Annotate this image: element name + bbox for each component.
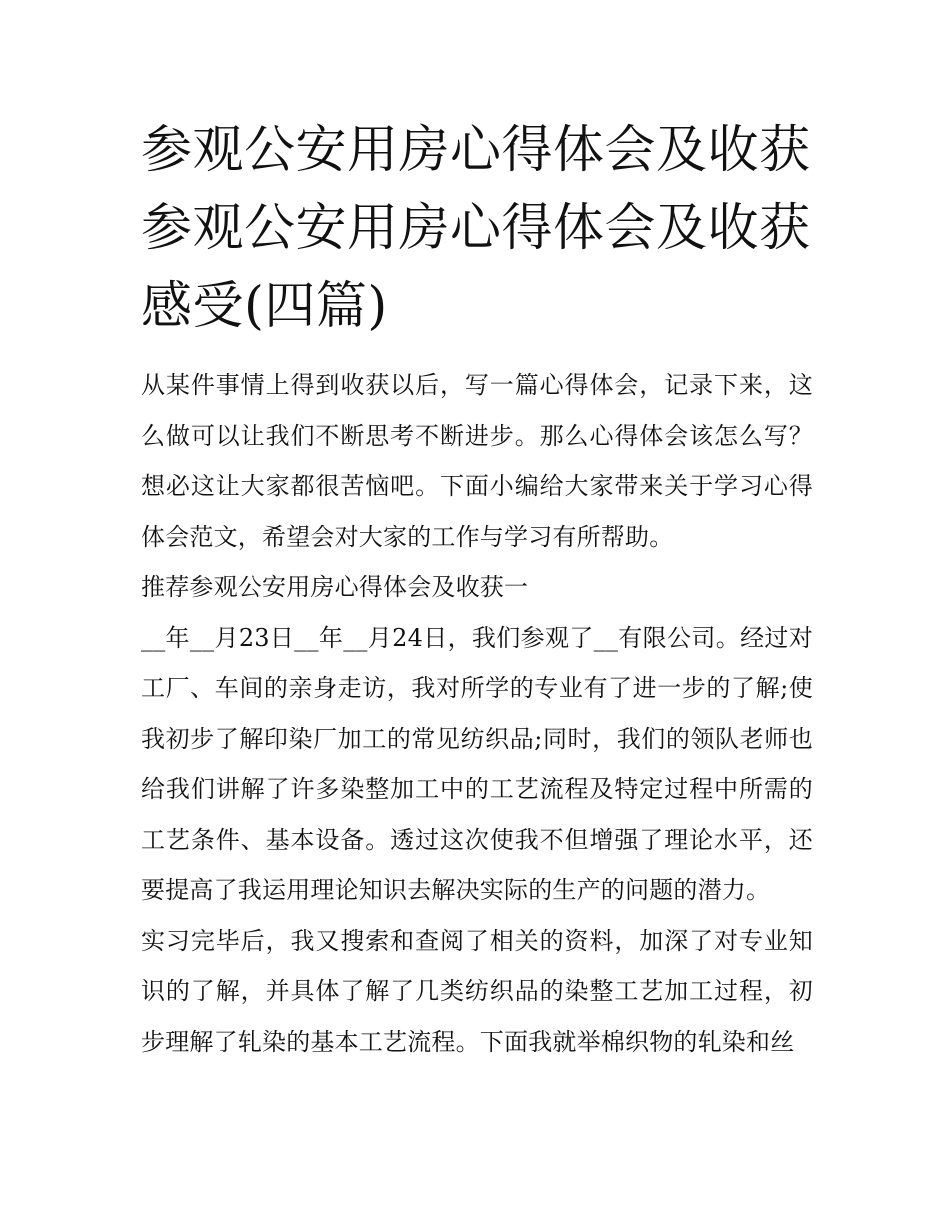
document-title: 参观公安用房心得体会及收获参观公安用房心得体会及收获感受(四篇) xyxy=(141,121,811,336)
section-heading: 推荐参观公安用房心得体会及收获一 xyxy=(141,573,529,601)
visit-paragraph: __年__月23日__年__月24日，我们参观了__有限公司。经过对工厂、车间的亲身走访，我对所学的专业有了进一步的了解;使我初步了解印染厂加工的常见纺织品;同时，我们的领队老师也给我们讲解了许多染整加工中的工艺流程及特定过程中所需的工艺条件、基本设备。透过这次使我不但增强了理论水平，还要提高了我运用理论知识去解决实际的生产的问题的潜力。 xyxy=(141,623,813,904)
document-page xyxy=(141,112,813,1067)
after-internship-paragraph: 实习完毕后，我又搜索和查阅了相关的资料，加深了对专业知识的了解，并具体了解了几类纺织品的染整工艺加工过程，初步理解了轧染的基本工艺流程。下面我就举棉织物的轧染和丝 xyxy=(141,926,813,1056)
document-body xyxy=(141,360,813,1067)
intro-paragraph: 从某件事情上得到收获以后，写一篇心得体会，记录下来，这么做可以让我们不断思考不断进步。那么心得体会该怎么写？想必这让大家都很苦恼吧。下面小编给大家带来关于学习心得体会范文，希望会对大家的工作与学习有所帮助。 xyxy=(141,371,813,551)
